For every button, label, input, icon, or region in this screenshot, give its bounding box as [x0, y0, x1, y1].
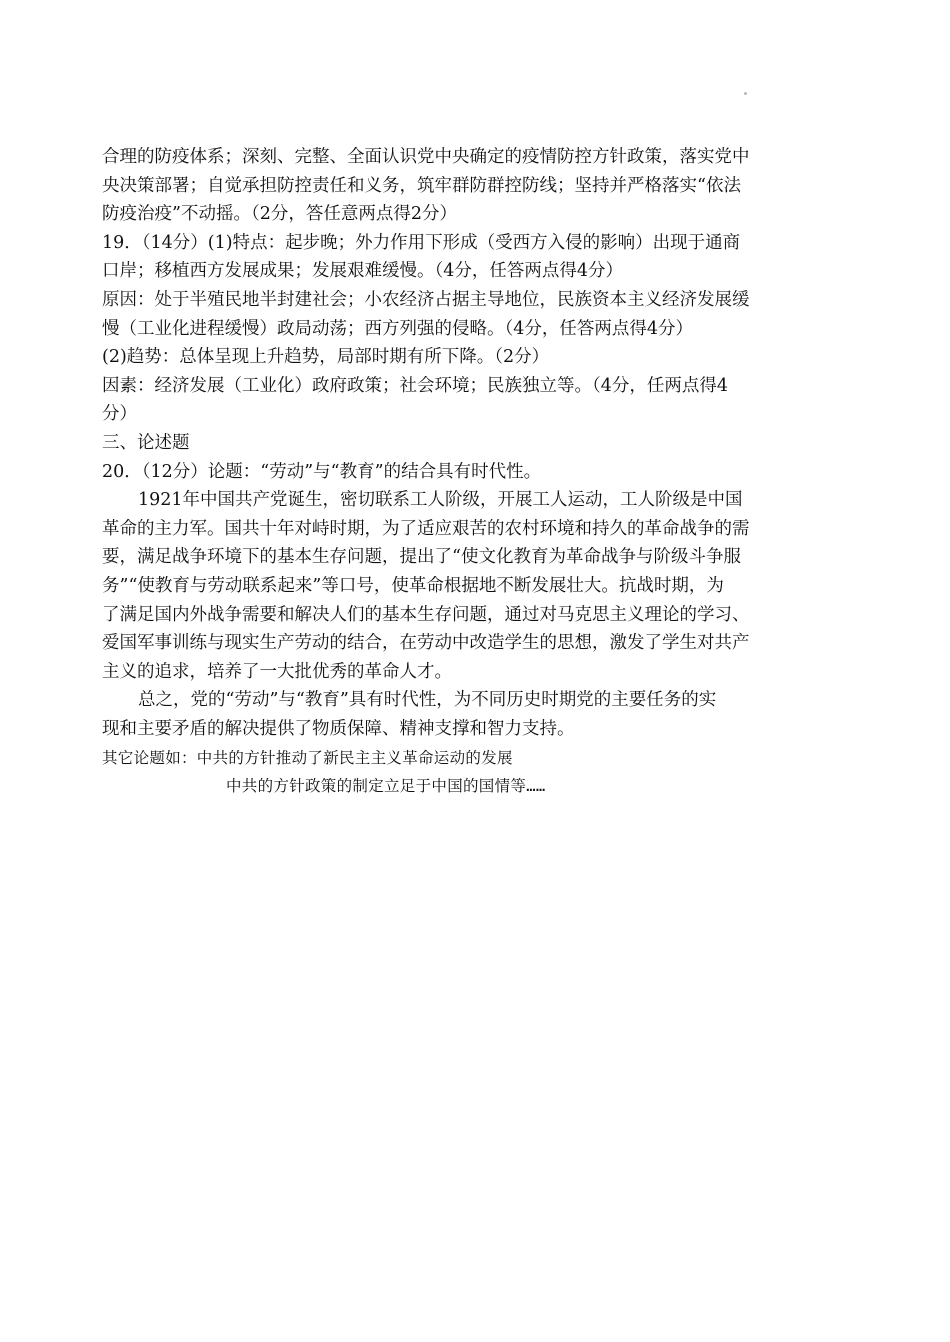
question-19-reason-line-1: 原因：处于半殖民地半封建社会；小农经济占据主导地位，民族资本主义经济发展缓: [102, 289, 750, 310]
text-line-1: 合理的防疫体系；深刻、完整、全面认识党中央确定的疫情防控方针政策，落实党中: [102, 147, 750, 167]
answer-content: [102, 143, 854, 800]
question-20-topic: 20．（12分）论题：“劳动”与“教育”的结合具有时代性。: [102, 461, 542, 482]
essay-paragraph-1-line-2: 革命的主力军。国共十年对峙时期，为了适应艰苦的农村环境和持久的革命战争的需: [102, 518, 750, 539]
essay-paragraph-1-line-1: 1921年中国共产党诞生，密切联系工人阶级，开展工人运动，工人阶级是中国: [138, 490, 743, 511]
question-19-factor-line-2: 分）: [102, 404, 137, 425]
essay-conclusion-line-2: 现和主要矛盾的解决提供了物质保障、精神支撑和智力支持。: [102, 718, 575, 739]
question-19-line-1: 19．（14分）(1)特点：起步晚；外力作用下形成（受西方入侵的影响）出现于通商: [102, 232, 741, 253]
essay-paragraph-1-line-6: 爱国军事训练与现实生产劳动的结合，在劳动中改造学生的思想，激发了学生对共产: [102, 633, 750, 654]
essay-conclusion-line-1: 总之，党的“劳动”与“教育”具有时代性，为不同历史时期党的主要任务的实: [138, 690, 717, 711]
other-topics-line-2: 中共的方针政策的制定立足于中国的国情等……: [226, 777, 546, 796]
section-heading-essay: 三、论述题: [102, 432, 190, 453]
scan-dot-mark: [744, 92, 747, 95]
question-19-line-2: 口岸；移植西方发展成果；发展艰难缓慢。（4分，任答两点得4分）: [102, 261, 624, 282]
question-19-factor-line-1: 因素：经济发展（工业化）政府政策；社会环境；民族独立等。（4分，任两点得4: [102, 375, 729, 396]
other-topics-line-1: 其它论题如：中共的方针推动了新民主主义革命运动的发展: [102, 749, 513, 768]
essay-paragraph-1-line-5: 了满足国内外战争需要和解决人们的基本生存问题，通过对马克思主义理论的学习、: [102, 604, 750, 625]
text-line-2: 央决策部署；自觉承担防控责任和义务，筑牢群防群控防线；坚持并严格落实“依法: [102, 175, 741, 196]
essay-paragraph-1-line-3: 要，满足战争环境下的基本生存问题，提出了“使文化教育为革命战争与阶级斗争服: [102, 547, 741, 568]
question-19-reason-line-2: 慢（工业化进程缓慢）政局动荡；西方列强的侵略。（4分，任答两点得4分）: [102, 318, 694, 339]
text-line-3: 防疫治疫”不动摇。（2分，答任意两点得2分）: [102, 204, 457, 225]
essay-paragraph-1-line-4: 务”“使教育与劳动联系起来”等口号，使革命根据地不断发展壮大。抗战时期，为: [102, 575, 724, 596]
other-topics: [102, 744, 854, 800]
essay-paragraph-1-line-7: 主义的追求，培养了一大批优秀的革命人才。: [102, 661, 452, 682]
question-19-trend-line: (2)趋势：总体呈现上升趋势，局部时期有所下降。（2分）: [102, 347, 550, 368]
